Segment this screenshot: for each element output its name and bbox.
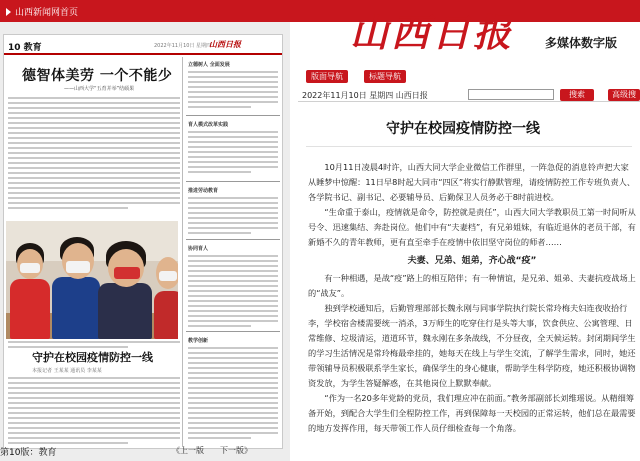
article-paragraph: 有一种相遇，是战“疫”路上的相互陪伴；有一种情谊，是兄弟、姐弟、夫妻抗疫战场上的“战友”。 — [308, 273, 636, 298]
article-title: 守护在校园疫情防控一线 — [386, 121, 540, 137]
masthead-logo: 山西日报 — [350, 10, 515, 55]
prev-page-link[interactable]: 《上一版 — [172, 446, 204, 455]
article-paragraph: 10月11日凌晨4时许，山西大同大学企业微信工作群里，一阵急促的消息铃声把大家从睡梦中惊醒：11日早8时起大同市“四区”将实行静默管理，请疫情防控工作专班负责人、各学院书记、副书记、必要辅导员、后勤保卫人员务必于8时前进校。 — [308, 162, 636, 202]
edition-badge: 多媒体数字版 — [545, 36, 618, 50]
article-paragraph: “作为一名20多年党龄的党员，我们理应冲在前面。”教务部副部长刘维瑶说。从精细筹备开始，到配合大学生们全程防控工作，再到保障每一天校园的正常运转，他们总在最需要的地方发挥作用，每天带领工作人员仔细检查每一个角落。 — [308, 393, 636, 433]
side-divider — [186, 181, 280, 182]
article-body — [308, 160, 636, 436]
page-date: 2022年11月10日 星期四 — [154, 43, 212, 49]
search-input[interactable] — [468, 89, 554, 100]
lead-text-block — [8, 97, 180, 212]
date-label: 2022年11月10日 星期四 山西日报 — [302, 91, 428, 100]
page-header — [4, 39, 283, 55]
article-paragraph: 独到学校通知后，后勤管理部部长魏永刚与同事学院执行院长常玲梅夫妇连夜收拾行李，学校宿舍楼需要统一消杀，3万师生的吃穿住行是头等大事，饮食供应、公寓管理、日常维修、垃圾清运，道道环节，魏永刚在多条战线，不分昼夜，全天候运转。封闭期间学生的学习生活情况是常玲梅最牵挂的，她每天在线上与学生交流，了解学生需求，同时，她还带领辅导员积极联系学生家长，确保学生的身心健康，帮助学生科学防疫，她还积极协调物资发放，为学生答疑解惑，在其他岗位上默默奉献。 — [308, 303, 636, 388]
title-divider — [306, 146, 632, 147]
article-panel — [298, 106, 640, 461]
home-link[interactable] — [6, 5, 78, 18]
page-section: 10 教育 — [8, 43, 42, 53]
search-button[interactable]: 搜索 — [560, 89, 594, 101]
arrow-right-icon — [6, 8, 11, 16]
side-title-3[interactable]: 推进劳动教育 — [188, 188, 219, 194]
page-label: 第10版：教育 — [0, 448, 57, 458]
masthead — [290, 0, 640, 64]
side-title-2[interactable]: 育人模式改革实践 — [188, 122, 229, 128]
side-text-5 — [188, 347, 278, 442]
side-title-4[interactable]: 协同育人 — [188, 246, 209, 252]
side-divider — [186, 239, 280, 240]
side-text-4 — [188, 255, 278, 330]
side-title-5[interactable]: 教学创新 — [188, 338, 209, 344]
article-subheading: 夫妻、兄弟、姐弟，齐心战“疫” — [407, 256, 537, 266]
page-logo: 山西日报 — [209, 39, 241, 49]
page-headline[interactable]: 德智体美劳 一个不能少 — [22, 68, 173, 84]
side-text-3 — [188, 197, 278, 237]
column-divider — [182, 57, 183, 447]
nav-title-button[interactable]: 标题导航 — [364, 70, 406, 83]
page-article-title[interactable]: 守护在校园疫情防控一线 — [32, 351, 153, 364]
page-preview-panel — [0, 22, 290, 461]
page-article-text — [8, 377, 180, 447]
students-photo[interactable] — [6, 221, 178, 339]
side-text-1 — [188, 71, 278, 111]
search-bar — [298, 88, 640, 102]
page-subheadline: ——山西大学“五育并举”结硕果 — [64, 86, 135, 92]
side-text-2 — [188, 131, 278, 176]
nav-layout-button[interactable]: 版面导航 — [306, 70, 348, 83]
side-title-1[interactable]: 立德树人 全面发展 — [188, 62, 230, 68]
advanced-search-button[interactable]: 高级搜 — [608, 89, 640, 101]
article-paragraph: “生命重于泰山，疫情就是命令，防控就是责任”，山西大同大学教职员工第一时间听从号令、迅速集结、奔赴岗位。他们中有“夫妻档”，有兄弟姐妹，有临近退休的老员干部，有新婚不久的青年教师，更有直至牵手在疫情中依旧坚守岗位的师者…… — [308, 207, 636, 247]
next-page-link[interactable]: 下一版》 — [220, 446, 252, 455]
side-divider — [186, 331, 280, 332]
nav-bar — [300, 70, 640, 84]
home-link-label[interactable]: 山西新闻网首页 — [15, 8, 79, 18]
newspaper-page-image[interactable] — [3, 34, 283, 449]
page-article-byline: 本报记者 王某某 通讯员 李某某 — [32, 368, 102, 374]
side-divider — [186, 115, 280, 116]
